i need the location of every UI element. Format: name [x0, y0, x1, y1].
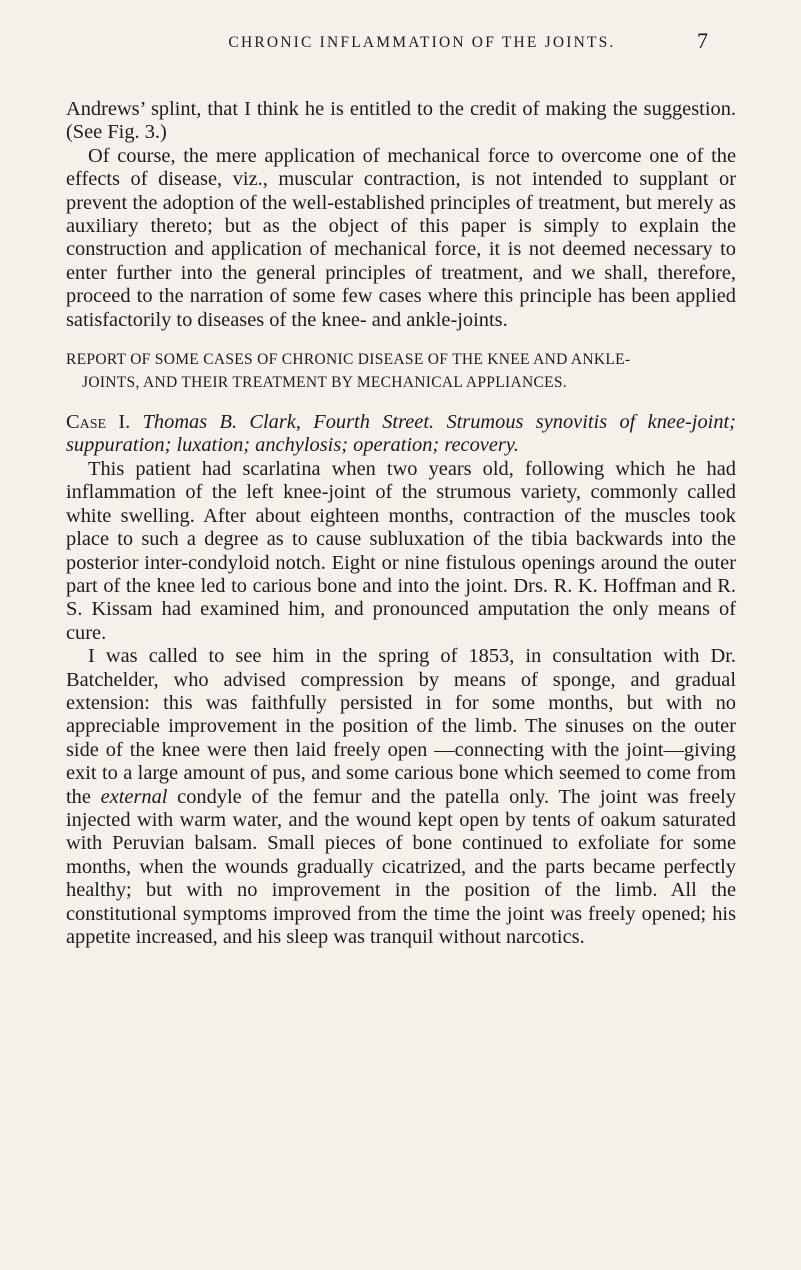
case-diagnosis: Strumous synovitis of knee-joint; suppuration; luxation; anchylosis; operation; recovery.	[66, 411, 736, 457]
page-body	[66, 98, 736, 949]
report-heading	[66, 348, 736, 394]
case-1-paragraph-1: This patient had scarlatina when two years old, following which he had inflammation of the left knee-joint of the strumous variety, commonly called white swelling. After about eighteen months, contraction of the muscles took place to such a degree as to cause subluxation of the tibia backwards into the posterior inter-condyloid notch. Eight or nine fistulous openings around the outer part of the knee led to carious bone and into the joint. Drs. R. K. Hoffman and R. S. Kissam had examined him, and pronounced amputation the only means of cure.	[66, 457, 736, 644]
running-title: CHRONIC INFLAMMATION OF THE JOINTS.	[228, 34, 616, 51]
case-1-paragraph-2	[66, 645, 736, 949]
paragraph-intro-continuation: Andrews’ splint, that I think he is entitled to the credit of making the suggestion. (See Fig. 3.)	[66, 98, 736, 144]
case-1-title	[66, 411, 736, 458]
report-heading-line-2: JOINTS, AND THEIR TREATMENT BY MECHANICAL APPLIANCES.	[82, 374, 567, 392]
report-heading-line-1: REPORT OF SOME CASES OF CHRONIC DISEASE OF THE KNEE AND ANKLE-	[66, 351, 631, 369]
case-patient: Thomas B. Clark, Fourth Street.	[142, 411, 435, 434]
page-number: 7	[697, 28, 708, 53]
paragraph-intro: Of course, the mere application of mechanical force to overcome one of the effects of disease, viz., muscular contraction, is not intended to supplant or prevent the adoption of the well-established principles of treatment, but merely as auxiliary thereto; but as the object of this paper is simply to explain the construction and application of mechanical force, it is not deemed necessary to enter further into the general principles of treatment, and we shall, therefore, proceed to the narration of some few cases where this principle has been applied satisfactorily to diseases of the knee- and ankle-joints.	[66, 144, 736, 331]
case-1-paragraph-2-text-a: I was called to see him in the spring of 1853, in consultation with Dr. Batchelder, who advised compression by means of sponge, and gradual extension: this was faithfully persisted in for some months, but with no appreciable improvement in the position of the limb. The sinuses on the outer side of the knee were then laid freely open —connecting with the joint—giving exit to a large amount of pus, and some carious bone which seemed to come from the	[66, 645, 736, 808]
emphasis-external: external	[100, 785, 168, 808]
case-label: Case I.	[66, 411, 131, 434]
case-1-paragraph-2-text-b: condyle of the femur and the patella only. The joint was freely injected with warm water, and the wound kept open by tents of oakum saturated with Peruvian balsam. Small pieces of bone continued to exfoliate for some months, when the wounds gradually cicatrized, and the parts became perfectly healthy; but with no improvement in the position of the limb. All the constitutional symptoms improved from the time the joint was freely opened; his appetite increased, and his sleep was tranquil without narcotics.	[66, 785, 736, 948]
